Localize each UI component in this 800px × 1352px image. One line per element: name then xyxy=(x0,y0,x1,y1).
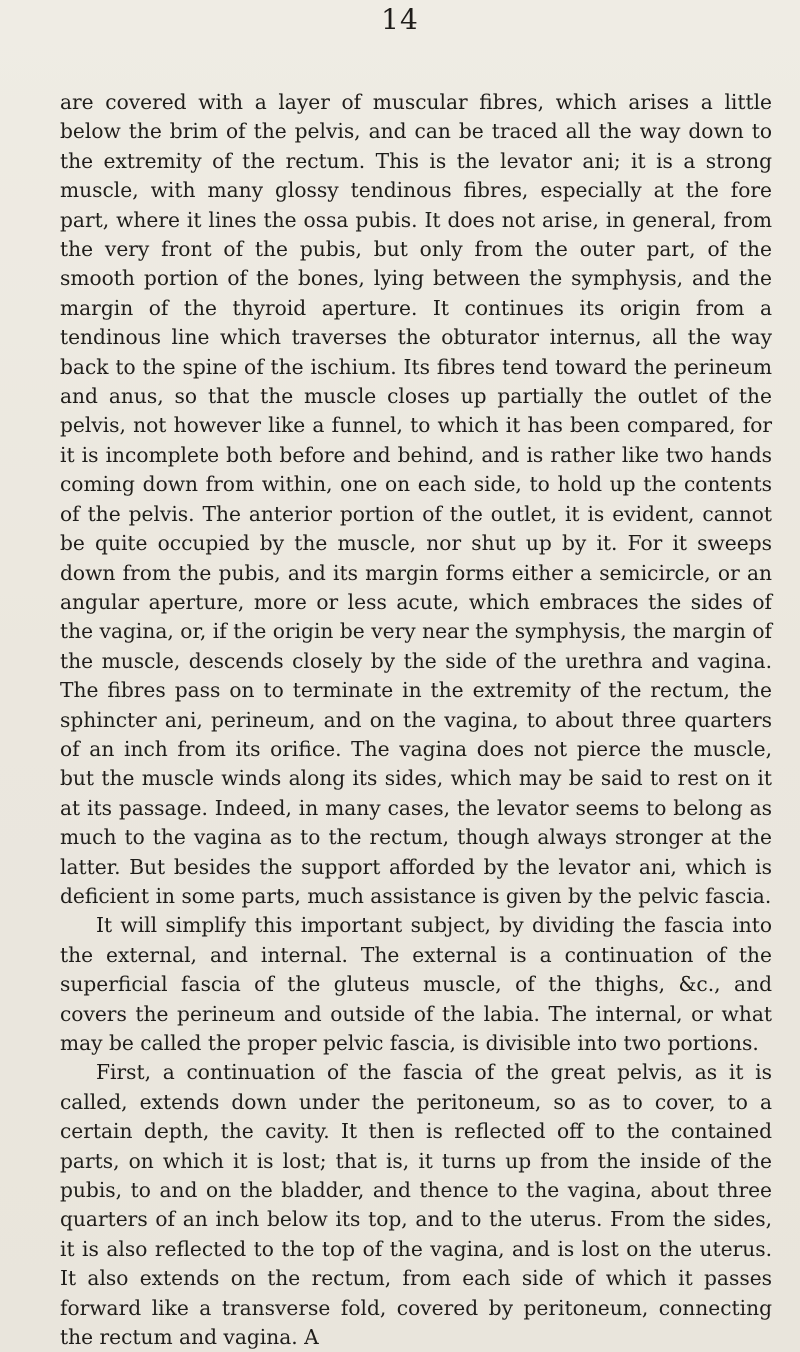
paragraph-great-pelvis-fascia: First, a continuation of the fascia of the great pelvis, as it is called, extends down under the peritoneum, so as to cover, to a certain depth, the cavity. It then is reflected off to the contained parts, on which it is lost; that is, it turns up from the inside of the pubis, to and on the bladder, and thence to the vagina, about three quarters of an inch below its top, and to the uterus. From the sides, it is also reflected to the top of the vagina, and is lost on the uterus. It also extends on the rectum, from each side of which it passes forward like a transverse fold, covered by peritoneum, connecting the rectum and vagina. A xyxy=(60,1060,772,1350)
paragraph-levator-ani: are covered with a layer of muscular fibres, which arises a little below the brim of the pelvis, and can be traced all the way down to the extremity of the rectum. This is the levator ani; it is a strong muscle, with many glossy tendinous fibres, especially at the fore part, where it lines the ossa pubis. It does not arise, in general, from the very front of the pubis, but only from the outer part, of the smooth portion of the bones, lying between the symphysis, and the margin of the thyroid aperture. It continues its origin from a tendinous line which traverses the obturator internus, all the way back to the spine of the ischium. Its fibres tend toward the perineum and anus, so that the muscle closes up partially the outlet of the pelvis, not however like a funnel, to which it has been compared, for it is incomplete both before and behind, and is rather like two hands coming down from within, one on each side, to hold up the contents of the pelvis. The anterior portion of the outlet, it is evident, cannot be quite occupied by the muscle, nor shut up by it. For it sweeps down from the pubis, and its margin forms either a semicircle, or an angular aperture, more or less acute, which embraces the sides of the vagina, or, if the origin be very near the symphysis, the margin of the muscle, descends closely by the side of the urethra and vagina. The fibres pass on to terminate in the extremity of the rectum, the sphincter ani, perineum, and on the vagina, to about three quarters of an inch from its orifice. The vagina does not pierce the muscle, but the muscle winds along its sides, which may be said to rest on it at its passage. Indeed, in many cases, the levator seems to belong as much to the vagina as to the rectum, though always stronger at the latter. But besides the support afforded by the levator ani, which is deficient in some parts, much assistance is given by the pelvic fascia. xyxy=(60,90,772,908)
body-text xyxy=(60,88,772,1352)
page-number: 14 xyxy=(381,3,419,36)
paragraph-pelvic-fascia: It will simplify this important subject, by dividing the fascia into the external, and internal. The external is a continuation of the superficial fascia of the gluteus muscle, of the thighs, &c., and covers the perineum and outside of the labia. The internal, or what may be called the proper pelvic fascia, is divisible into two portions. xyxy=(60,913,772,1055)
